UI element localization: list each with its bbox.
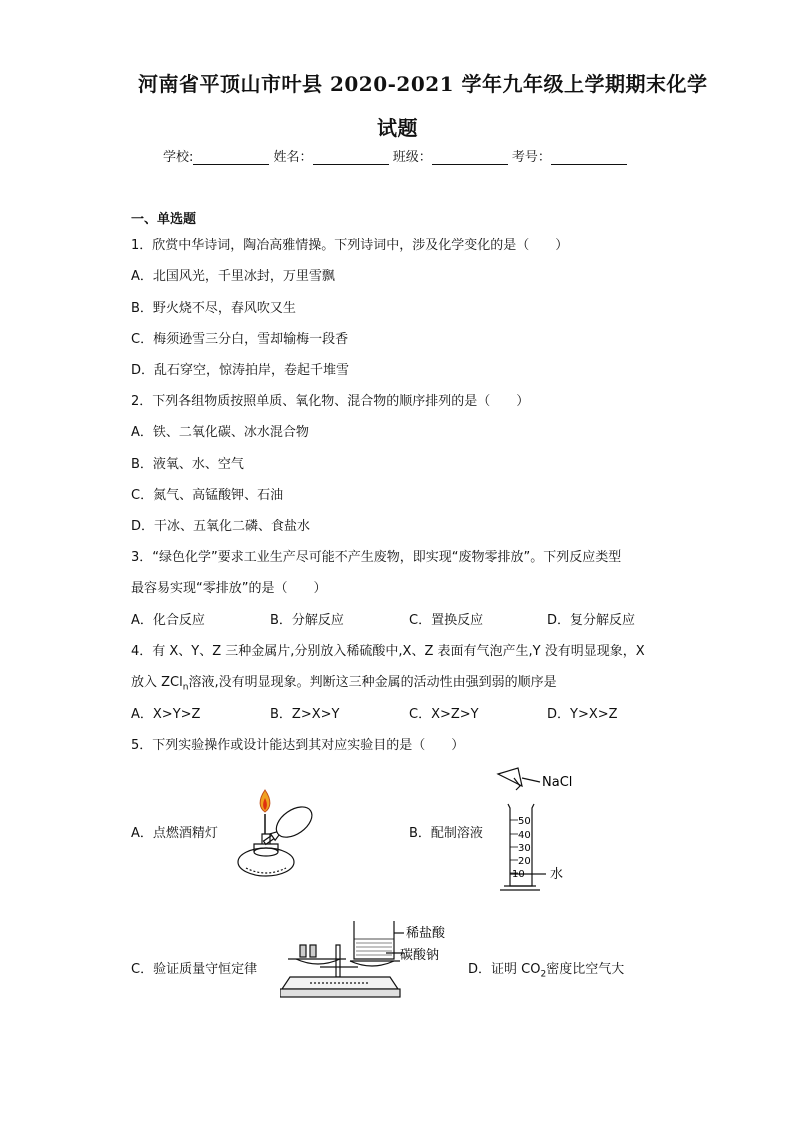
tick-label-40: 40 — [518, 830, 531, 841]
q1-option-d: D．乱石穿空，惊涛拍岸，卷起千堆雪 — [131, 363, 350, 378]
tick-label-30: 30 — [518, 843, 531, 854]
doc-title-line2: 试题 — [377, 116, 418, 140]
q4-option-b: B．Z>X>Y — [270, 707, 340, 722]
q1-option-b: B．野火烧不尽，春风吹又生 — [131, 301, 296, 316]
measuring-cylinder-figure — [494, 764, 588, 896]
q3-option-c: C．置换反应 — [409, 613, 484, 628]
q5-option-c: C．验证质量守恒定律 — [131, 962, 258, 977]
doc-title-line1: 河南省平顶山市叶县 2020-2021 学年九年级上学期期末化学 — [138, 72, 708, 96]
q3-option-a: A．化合反应 — [131, 613, 205, 628]
q4-option-d: D．Y>X>Z — [547, 707, 618, 722]
q5-option-a: A．点燃酒精灯 — [131, 826, 218, 841]
q5-option-d-post: 密度比空气大 — [546, 962, 625, 977]
q2-stem: 2．下列各组物质按照单质、氧化物、混合物的顺序排列的是（ ） — [131, 394, 530, 409]
q1-stem: 1．欣赏中华诗词，陶冶高雅情操。下列诗词中，涉及化学变化的是（ ） — [131, 238, 569, 253]
q4-option-c: C．X>Z>Y — [409, 707, 479, 722]
q5-stem: 5．下列实验操作或设计能达到其对应实验目的是（ ） — [131, 738, 465, 753]
sodium-carbonate-label: 碳酸钠 — [400, 948, 440, 963]
q5-option-d-pre: D．证明 CO — [468, 962, 541, 977]
tick-label-10: 10 — [512, 869, 525, 880]
q4-stem-pre: 放入 ZCl — [131, 675, 183, 690]
q5-option-d — [468, 958, 624, 980]
section-heading: 一、单选题 — [131, 212, 197, 227]
q4-stem-post: 溶液,没有明显现象。判断这三种金属的活动性由强到弱的顺序是 — [188, 675, 557, 690]
name-blank[interactable] — [313, 150, 389, 165]
nacl-label: NaCl — [542, 775, 573, 790]
q3-stem-line2: 最容易实现“零排放”的是（ ） — [131, 581, 327, 596]
q3-option-b: B．分解反应 — [270, 613, 344, 628]
water-label: 水 — [550, 867, 564, 882]
q4-stem-subscript: n — [182, 682, 189, 693]
name-label: 姓名： — [273, 150, 313, 165]
balance-figure — [280, 915, 460, 1015]
q2-option-d: D．干冰、五氧化二磷、食盐水 — [131, 519, 311, 534]
school-label: 学校: — [163, 150, 194, 165]
school-blank[interactable] — [193, 150, 269, 165]
tick-label-50: 50 — [518, 816, 531, 827]
alcohol-lamp-figure — [232, 786, 324, 882]
q2-option-a: A．铁、二氧化碳、冰水混合物 — [131, 425, 309, 440]
q4-stem-line1: 4．有 X、Y、Z 三种金属片,分别放入稀硫酸中,X、Z 表面有气泡产生,Y 没有明显现象，X — [131, 644, 645, 659]
q5-option-b: B．配制溶液 — [409, 826, 483, 841]
exam-no-blank[interactable] — [551, 150, 627, 165]
q5-option-d-subscript: 2 — [540, 969, 547, 980]
q1-option-c: C．梅须逊雪三分白，雪却输梅一段香 — [131, 332, 349, 347]
hydrochloric-acid-label: 稀盐酸 — [406, 926, 446, 941]
tick-label-20: 20 — [518, 856, 531, 867]
q1-option-a: A．北国风光，千里冰封，万里雪飘 — [131, 269, 335, 284]
q2-option-b: B．液氧、水、空气 — [131, 457, 244, 472]
q3-stem-line1: 3．“绿色化学”要求工业生产尽可能不产生废物，即实现“废物零排放”。下列反应类型 — [131, 550, 622, 565]
q4-stem-line2 — [131, 671, 557, 693]
q4-option-a: A．X>Y>Z — [131, 707, 201, 722]
class-blank[interactable] — [432, 150, 508, 165]
exam-no-label: 考号： — [511, 150, 551, 165]
q3-option-d: D．复分解反应 — [547, 613, 636, 628]
student-info-line — [163, 146, 627, 165]
q2-option-c: C．氮气、高锰酸钾、石油 — [131, 488, 284, 503]
class-label: 班级： — [392, 150, 432, 165]
